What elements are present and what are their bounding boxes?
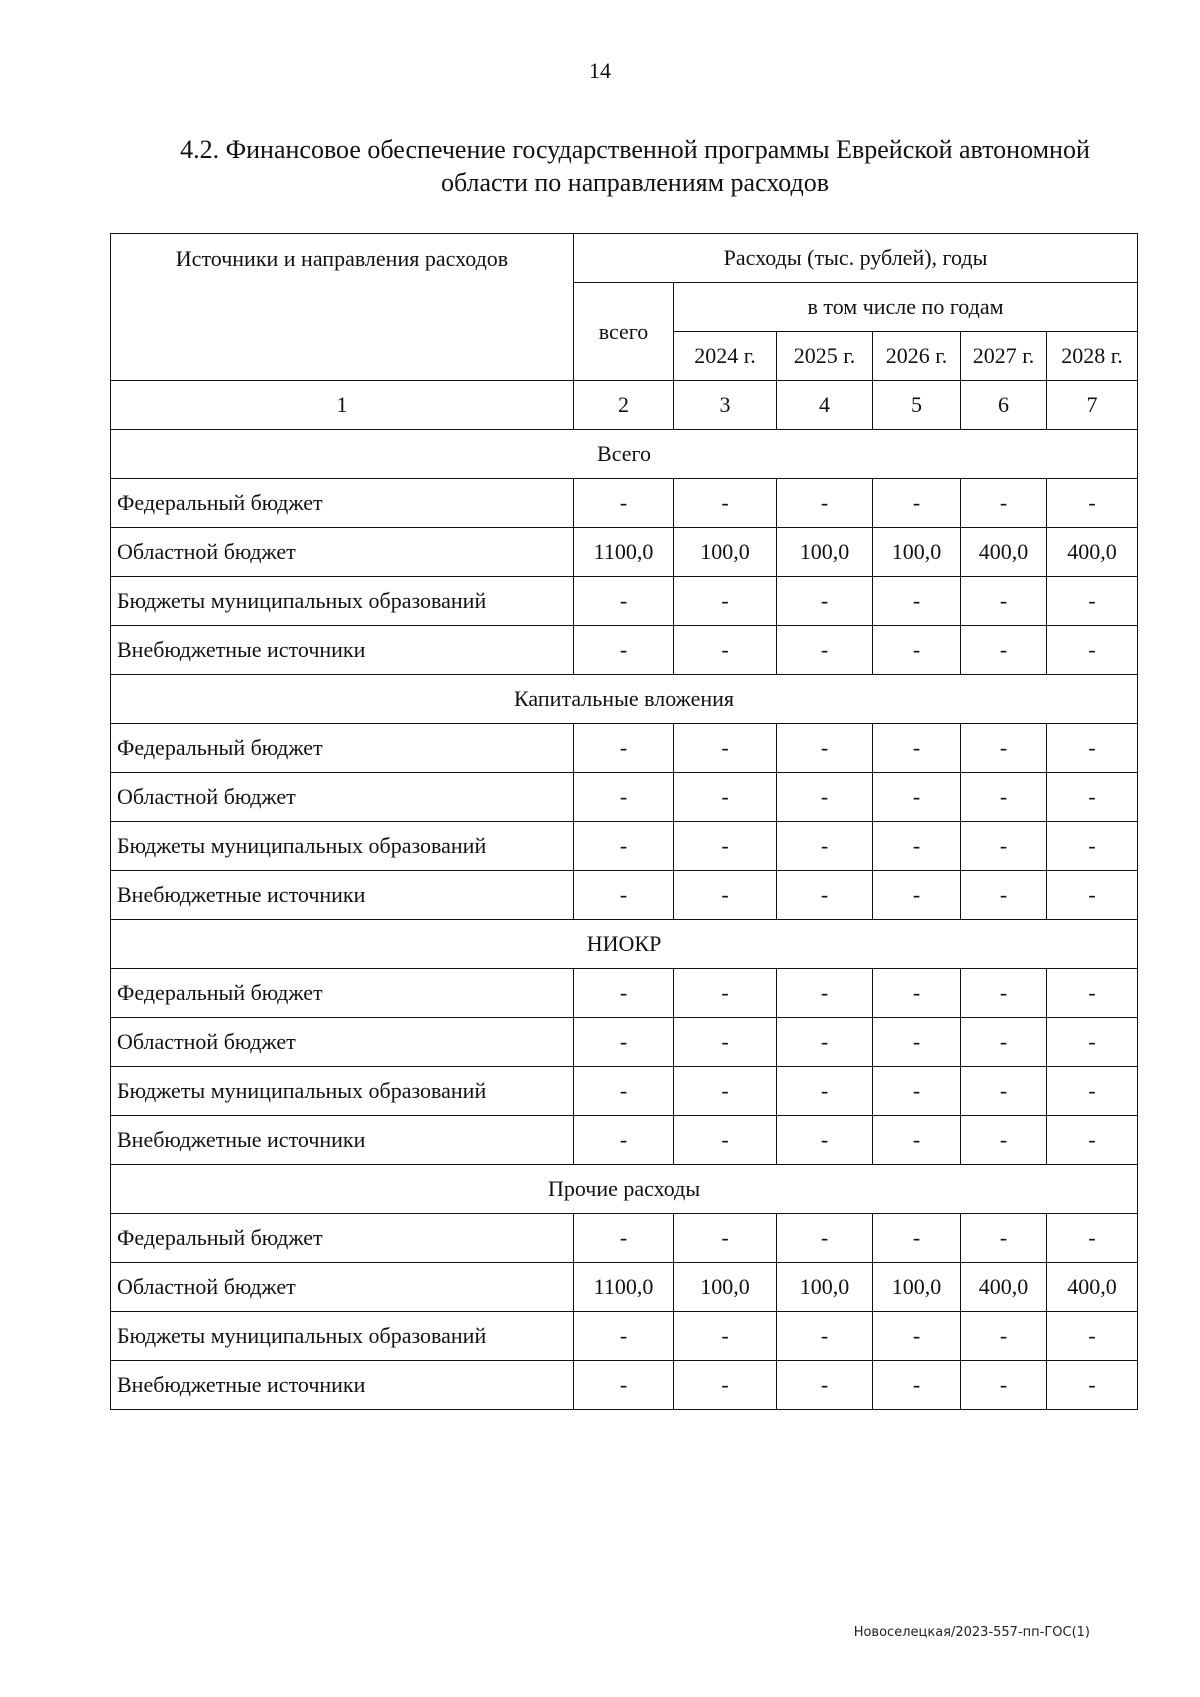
year-header: 2026 г. — [873, 332, 961, 381]
year-value: - — [961, 1018, 1047, 1067]
year-value: - — [1047, 1214, 1138, 1263]
year-value: - — [674, 871, 777, 920]
table-row — [111, 1361, 1138, 1410]
year-value: - — [777, 1067, 873, 1116]
document-title — [110, 133, 1160, 199]
year-value: - — [961, 577, 1047, 626]
year-value: - — [873, 1067, 961, 1116]
column-number: 2 — [574, 381, 674, 430]
year-header: 2024 г. — [674, 332, 777, 381]
source-label: Бюджеты муниципальных образований — [111, 822, 574, 871]
year-value: - — [1047, 1361, 1138, 1410]
financing-table — [110, 233, 1138, 1410]
year-value: - — [873, 479, 961, 528]
expenses-header: Расходы (тыс. рублей), годы — [574, 234, 1138, 283]
source-label: Федеральный бюджет — [111, 724, 574, 773]
table-row — [111, 577, 1138, 626]
year-value: - — [777, 871, 873, 920]
section-row — [111, 1165, 1138, 1214]
year-value: - — [961, 871, 1047, 920]
year-header: 2028 г. — [1047, 332, 1138, 381]
year-value: 400,0 — [961, 528, 1047, 577]
year-value: - — [961, 969, 1047, 1018]
table-row — [111, 528, 1138, 577]
year-value: - — [961, 724, 1047, 773]
column-number: 5 — [873, 381, 961, 430]
sources-header: Источники и направления расходов — [111, 234, 574, 381]
source-label: Бюджеты муниципальных образований — [111, 577, 574, 626]
year-value: - — [1047, 626, 1138, 675]
year-value: - — [873, 773, 961, 822]
table-row — [111, 1067, 1138, 1116]
source-label: Областной бюджет — [111, 1263, 574, 1312]
year-value: - — [873, 871, 961, 920]
table-row — [111, 724, 1138, 773]
year-value: - — [961, 1116, 1047, 1165]
by-years-header: в том числе по годам — [674, 283, 1138, 332]
column-number: 1 — [111, 381, 574, 430]
total-value: - — [574, 1067, 674, 1116]
section-row — [111, 920, 1138, 969]
year-value: - — [777, 1018, 873, 1067]
year-value: - — [873, 1214, 961, 1263]
year-value: - — [873, 1361, 961, 1410]
table-row — [111, 1263, 1138, 1312]
year-value: - — [674, 1312, 777, 1361]
year-value: - — [674, 1018, 777, 1067]
section-row — [111, 675, 1138, 724]
year-value: - — [961, 1067, 1047, 1116]
year-value: - — [1047, 969, 1138, 1018]
source-label: Федеральный бюджет — [111, 969, 574, 1018]
source-label: Внебюджетные источники — [111, 1116, 574, 1165]
year-value: 100,0 — [674, 1263, 777, 1312]
year-value: 400,0 — [961, 1263, 1047, 1312]
year-value: - — [1047, 1312, 1138, 1361]
year-value: - — [873, 724, 961, 773]
total-value: - — [574, 871, 674, 920]
section-title: Капитальные вложения — [111, 675, 1138, 724]
table-row — [111, 1214, 1138, 1263]
year-value: - — [777, 479, 873, 528]
page-number: 14 — [589, 58, 611, 83]
table-row — [111, 626, 1138, 675]
column-number: 7 — [1047, 381, 1138, 430]
total-value: 1100,0 — [574, 528, 674, 577]
source-label: Внебюджетные источники — [111, 626, 574, 675]
table-row — [111, 822, 1138, 871]
total-value: - — [574, 822, 674, 871]
year-value: - — [674, 1116, 777, 1165]
source-label: Областной бюджет — [111, 773, 574, 822]
year-value: - — [961, 1312, 1047, 1361]
year-value: - — [674, 773, 777, 822]
year-value: - — [777, 1214, 873, 1263]
year-value: 100,0 — [674, 528, 777, 577]
section-title: Всего — [111, 430, 1138, 479]
total-value: - — [574, 773, 674, 822]
source-label: Внебюджетные источники — [111, 871, 574, 920]
year-value: - — [961, 626, 1047, 675]
total-value: - — [574, 1018, 674, 1067]
year-value: - — [873, 1116, 961, 1165]
year-value: - — [1047, 822, 1138, 871]
year-value: - — [873, 626, 961, 675]
year-header: 2027 г. — [961, 332, 1047, 381]
year-value: 400,0 — [1047, 1263, 1138, 1312]
year-value: - — [1047, 773, 1138, 822]
table-row — [111, 871, 1138, 920]
year-value: - — [674, 822, 777, 871]
table-row — [111, 1312, 1138, 1361]
table-row — [111, 773, 1138, 822]
table-row — [111, 969, 1138, 1018]
year-value: - — [777, 822, 873, 871]
year-value: 100,0 — [777, 528, 873, 577]
year-value: - — [674, 626, 777, 675]
total-value: - — [574, 1214, 674, 1263]
year-value: - — [674, 969, 777, 1018]
year-value: - — [961, 822, 1047, 871]
year-value: - — [873, 1018, 961, 1067]
year-value: - — [873, 1312, 961, 1361]
table-row — [111, 1116, 1138, 1165]
year-value: - — [873, 822, 961, 871]
total-value: - — [574, 969, 674, 1018]
total-value: - — [574, 1361, 674, 1410]
column-number-row — [111, 381, 1138, 430]
table-row — [111, 479, 1138, 528]
year-header: 2025 г. — [777, 332, 873, 381]
source-label: Федеральный бюджет — [111, 479, 574, 528]
year-value: - — [1047, 871, 1138, 920]
title-line-1: 4.2. Финансовое обеспечение государственной программы Еврейской автономной — [180, 135, 1090, 164]
title-line-2: области по направлениям расходов — [440, 168, 830, 197]
year-value: 100,0 — [873, 1263, 961, 1312]
column-number: 6 — [961, 381, 1047, 430]
year-value: - — [1047, 1116, 1138, 1165]
year-value: - — [777, 724, 873, 773]
year-value: - — [961, 479, 1047, 528]
year-value: - — [1047, 1067, 1138, 1116]
total-value: 1100,0 — [574, 1263, 674, 1312]
source-label: Внебюджетные источники — [111, 1361, 574, 1410]
year-value: - — [674, 577, 777, 626]
year-value: - — [777, 969, 873, 1018]
year-value: - — [674, 1361, 777, 1410]
year-value: 100,0 — [873, 528, 961, 577]
total-value: - — [574, 1312, 674, 1361]
total-value: - — [574, 479, 674, 528]
source-label: Областной бюджет — [111, 528, 574, 577]
table-row — [111, 1018, 1138, 1067]
year-value: - — [873, 969, 961, 1018]
column-number: 3 — [674, 381, 777, 430]
year-value: - — [1047, 1018, 1138, 1067]
year-value: - — [961, 1361, 1047, 1410]
year-value: - — [1047, 724, 1138, 773]
total-value: - — [574, 1116, 674, 1165]
year-value: - — [674, 479, 777, 528]
total-value: - — [574, 577, 674, 626]
year-value: - — [1047, 479, 1138, 528]
section-title: Прочие расходы — [111, 1165, 1138, 1214]
year-value: - — [674, 1067, 777, 1116]
year-value: - — [777, 626, 873, 675]
total-header: всего — [574, 283, 674, 381]
table-header — [111, 234, 1138, 430]
source-label: Областной бюджет — [111, 1018, 574, 1067]
year-value: - — [777, 1312, 873, 1361]
year-value: - — [873, 577, 961, 626]
year-value: - — [674, 724, 777, 773]
year-value: - — [1047, 577, 1138, 626]
year-value: - — [777, 1361, 873, 1410]
year-value: - — [674, 1214, 777, 1263]
year-value: - — [961, 1214, 1047, 1263]
section-row — [111, 430, 1138, 479]
total-value: - — [574, 724, 674, 773]
section-title: НИОКР — [111, 920, 1138, 969]
source-label: Федеральный бюджет — [111, 1214, 574, 1263]
year-value: - — [961, 773, 1047, 822]
source-label: Бюджеты муниципальных образований — [111, 1067, 574, 1116]
source-label: Бюджеты муниципальных образований — [111, 1312, 574, 1361]
column-number: 4 — [777, 381, 873, 430]
year-value: 100,0 — [777, 1263, 873, 1312]
document-code: Новоселецкая/2023-557-пп-ГОС(1) — [853, 1625, 1090, 1640]
year-value: - — [777, 773, 873, 822]
year-value: - — [777, 1116, 873, 1165]
table-body — [111, 430, 1138, 1410]
year-value: 400,0 — [1047, 528, 1138, 577]
total-value: - — [574, 626, 674, 675]
year-value: - — [777, 577, 873, 626]
